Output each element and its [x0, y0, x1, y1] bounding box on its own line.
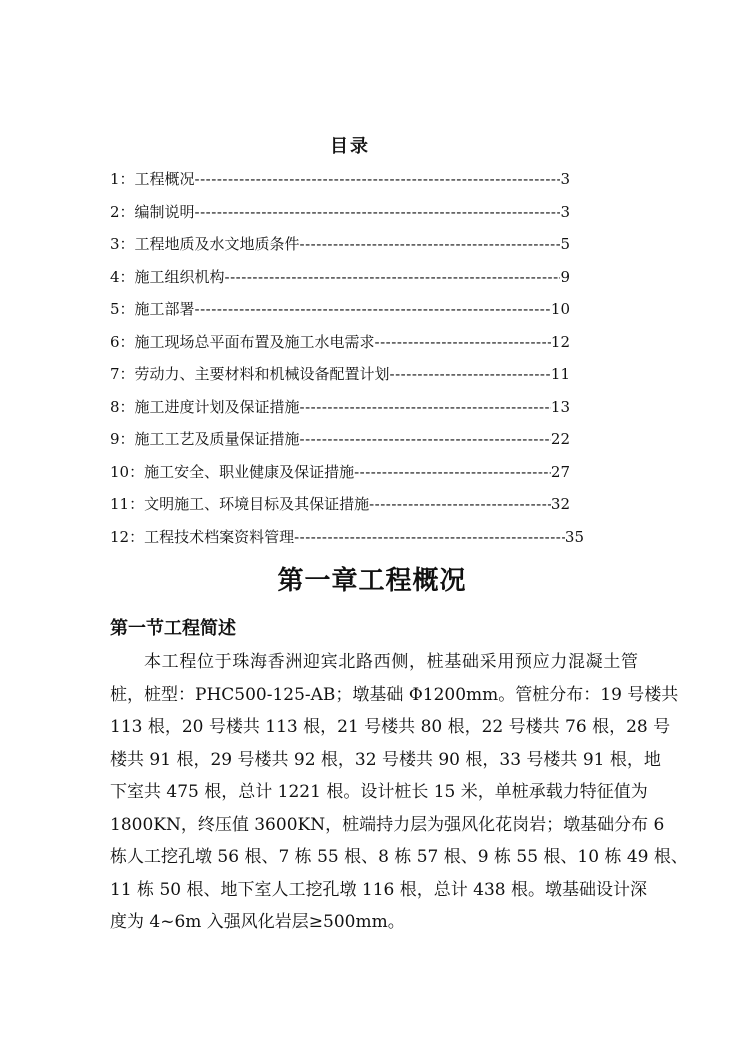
- toc-entry-label: 7：劳动力、主要材料和机械设备配置计划: [110, 365, 390, 383]
- body-paragraph: [110, 646, 688, 939]
- toc-dot-leader: [225, 268, 561, 286]
- toc-entry-label: 1：工程概况: [110, 170, 195, 188]
- toc-dot-leader: [354, 463, 551, 481]
- toc-page-number: 3: [560, 202, 570, 221]
- toc-entry[interactable]: [110, 233, 570, 266]
- toc-entry[interactable]: [110, 331, 570, 364]
- toc-entry[interactable]: [110, 461, 570, 494]
- toc-page-number: 22: [550, 430, 570, 448]
- toc-entry[interactable]: [110, 428, 570, 461]
- table-of-contents: [110, 168, 584, 558]
- paragraph-line: 楼共 91 根，29 号楼共 92 根，32 号楼共 90 根，33 号楼共 91 根，地: [110, 749, 661, 770]
- toc-page-number: 32: [550, 495, 570, 513]
- toc-entry[interactable]: [110, 201, 570, 234]
- toc-entry[interactable]: [110, 363, 570, 396]
- toc-dot-leader: [294, 528, 565, 546]
- toc-entry-label: 9：施工工艺及质量保证措施: [110, 430, 300, 448]
- toc-dot-leader: [195, 170, 561, 188]
- toc-entry-label: 10：施工安全、职业健康及保证措施: [110, 462, 355, 481]
- toc-entry[interactable]: [110, 266, 570, 299]
- toc-entry-label: 3：工程地质及水文地质条件: [110, 235, 300, 253]
- toc-entry-label: 2：编制说明: [110, 202, 195, 221]
- paragraph-line: 本工程位于珠海香洲迎宾北路西侧，桩基础采用预应力混凝土管: [144, 652, 638, 672]
- paragraph-line: 1800KN，终压值 3600KN，桩端持力层为强风化花岗岩；墩基础分布 6: [110, 814, 665, 835]
- toc-dot-leader: [195, 203, 561, 221]
- chapter-title: 第一章工程概况: [277, 566, 467, 596]
- paragraph-line: 栋人工挖孔墩 56 根、7 栋 55 根、8 栋 57 根、9 栋 55 根、10 栋 49 根、: [110, 847, 688, 867]
- toc-entry-label: 12：工程技术档案资料管理: [110, 527, 295, 546]
- toc-dot-leader: [369, 495, 551, 513]
- toc-dot-leader: [300, 235, 561, 253]
- toc-entry[interactable]: [110, 493, 570, 526]
- paragraph-line: 度为 4~6m 入强风化岩层≥500mm。: [110, 912, 405, 932]
- toc-page-number: 27: [550, 462, 570, 481]
- toc-entry[interactable]: [110, 396, 570, 429]
- toc-entry[interactable]: [110, 526, 584, 559]
- toc-dot-leader: [195, 300, 551, 318]
- toc-dot-leader: [300, 430, 551, 448]
- toc-dot-leader: [375, 333, 551, 351]
- toc-page-number: 10: [550, 300, 570, 318]
- toc-page-number: 3: [560, 170, 570, 188]
- paragraph-line: 下室共 475 根，总计 1221 根。设计桩长 15 米，单桩承载力特征值为: [110, 782, 648, 802]
- toc-page-number: 12: [550, 332, 570, 351]
- paragraph-line: 113 根，20 号楼共 113 根，21 号楼共 80 根，22 号楼共 76 根，28 号: [110, 717, 671, 737]
- toc-entry-label: 11：文明施工、环境目标及其保证措施: [110, 495, 370, 513]
- toc-page-number: 35: [564, 527, 584, 546]
- toc-entry[interactable]: [110, 168, 570, 201]
- toc-page-number: 11: [550, 365, 570, 383]
- toc-entry-label: 8：施工进度计划及保证措施: [110, 397, 300, 416]
- toc-entry[interactable]: [110, 298, 570, 331]
- toc-entry-label: 5：施工部署: [110, 300, 195, 318]
- toc-dot-leader: [390, 365, 551, 383]
- toc-entry-label: 6：施工现场总平面布置及施工水电需求: [110, 332, 375, 351]
- toc-page-number: 5: [560, 235, 570, 253]
- toc-page-number: 9: [560, 267, 570, 286]
- toc-dot-leader: [300, 398, 551, 416]
- toc-title: 目录: [330, 136, 370, 157]
- paragraph-line: 11 栋 50 根、地下室人工挖孔墩 116 根，总计 438 根。墩基础设计深: [110, 879, 647, 900]
- toc-page-number: 13: [550, 397, 570, 416]
- paragraph-line: 桩，桩型：PHC500-125-AB；墩基础 Φ1200mm。管桩分布：19 号楼共: [110, 684, 679, 705]
- toc-entry-label: 4：施工组织机构: [110, 267, 225, 286]
- section-title: 第一节工程简述: [110, 618, 236, 639]
